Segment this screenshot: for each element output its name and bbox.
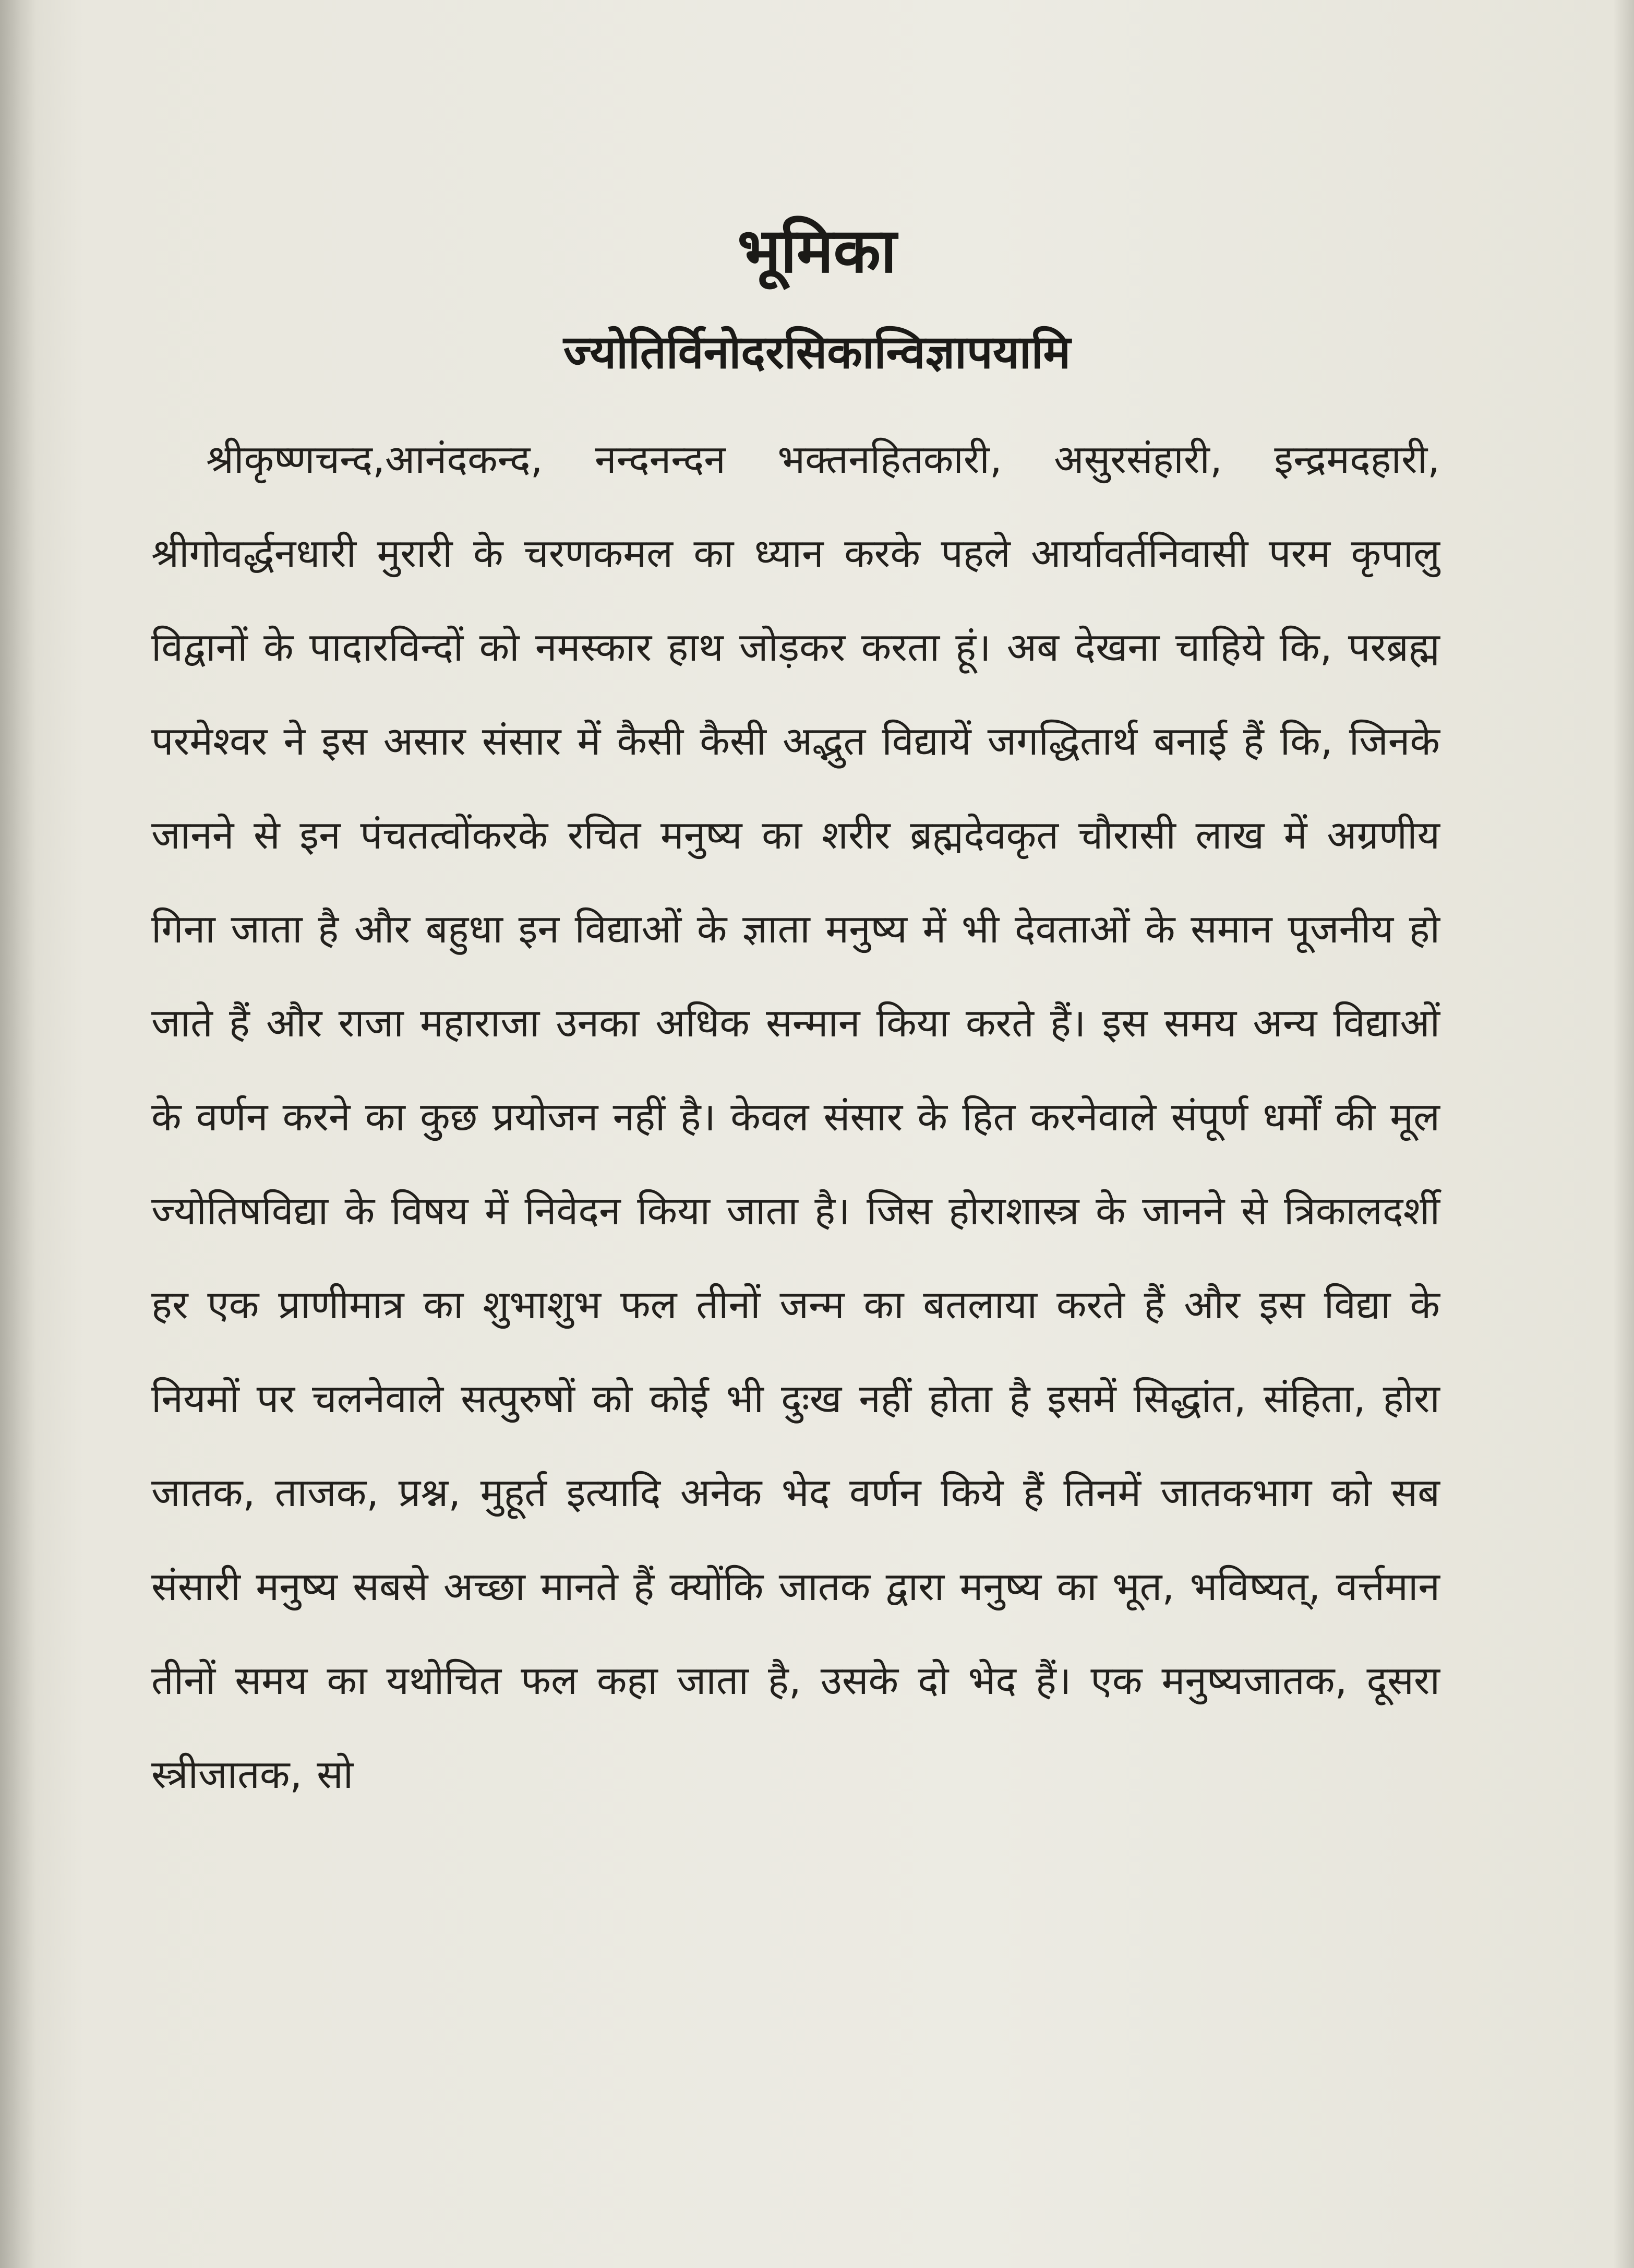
- body-paragraph: श्रीकृष्णचन्द,आनंदकन्द, नन्दनन्दन भक्तनहितकारी, असुरसंहारी, इन्द्रमदहारी, श्रीगोवर्द्धनधारी मुरारी के चरणकमल का ध्यान करके पहले आर्यावर्तनिवासी परम कृपालु विद्वानों के पादारविन्दों को नमस्कार हाथ जोड़कर करता हूं। अब देखना चाहिये कि, परब्रह्म परमेश्वर ने इस असार संसार में कैसी कैसी अद्भुत विद्यायें जगद्धितार्थ बनाई हैं कि, जिनके जानने से इन पंचतत्वोंकरके रचित मनुष्य का शरीर ब्रह्मदेवकृत चौरासी लाख में अग्रणीय गिना जाता है और बहुधा इन विद्याओं के ज्ञाता मनुष्य में भी देवताओं के समान पूजनीय हो जाते हैं और राजा महाराजा उनका अधिक सन्मान किया करते हैं। इस समय अन्य विद्याओं के वर्णन करने का कुछ प्रयोजन नहीं है। केवल संसार के हित करनेवाले संपूर्ण धर्मों की मूल ज्योतिषविद्या के विषय में निवेदन किया जाता है। जिस होराशास्त्र के जानने से त्रिकालदर्शी हर एक प्राणीमात्र का शुभाशुभ फल तीनों जन्म का बतलाया करते हैं और इस विद्या के नियमों पर चलनेवाले सत्पुरुषों को कोई भी दुःख नहीं होता है इसमें सिद्धांत, संहिता, होरा जातक, ताजक, प्रश्न, मुहूर्त इत्यादि अनेक भेद वर्णन किये हैं तिनमें जातकभाग को सब संसारी मनुष्य सबसे अच्छा मानते हैं क्योंकि जातक द्वारा मनुष्य का भूत, भविष्यत्, वर्त्तमान तीनों समय का यथोचित फल कहा जाता है, उसके दो भेद हैं। एक मनुष्यजातक, दूसरा स्त्रीजातक, सो: [151, 436, 1440, 1797]
- page-title: भूमिका: [737, 214, 897, 287]
- page-subtitle: ज्योतिर्विनोदरसिकान्विज्ञापयामि: [563, 325, 1071, 379]
